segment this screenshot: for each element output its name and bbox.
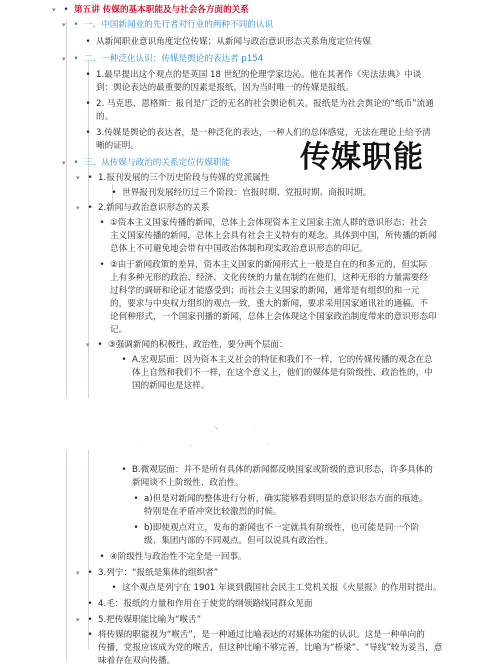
collapse-arrow-icon[interactable]: ▾: [62, 159, 66, 167]
outline-item[interactable]: • a)但是对新闻的整体进行分析，确实能够看到明显的意识形态方面的痕迹。: [133, 494, 428, 504]
bullet-icon: •: [87, 615, 93, 625]
outline-item-continuation: 新闻谈不上阶级性、政治性。: [132, 478, 244, 488]
outline-item[interactable]: • ①资本主义国家传播的新闻，总体上会体现资本主义国家主流人群的意识形态；社会: [99, 218, 428, 228]
outline-item-continuation: 特别是在矛盾冲突比较激烈的时候。: [144, 507, 282, 517]
outline-item[interactable]: ▾ • 三、从传媒与政治的关系定位传媒职能: [62, 158, 231, 168]
bullet-icon: •: [73, 158, 79, 168]
overlay-title-middle: 新闻理论十讲: [66, 411, 301, 455]
outline-item[interactable]: • 4.毛：报纸的力量和作用在于使党的纲领路线同群众见面: [87, 599, 313, 609]
bullet-icon: •: [111, 583, 117, 593]
bullet-icon: •: [87, 630, 93, 640]
outline-item[interactable]: • 3.传媒是舆论的表达者，是一种泛化的表达，一种人们的总体感觉，无法在理论上给予清: [85, 128, 431, 138]
collapse-arrow-icon[interactable]: ▾: [62, 21, 66, 29]
outline-item-continuation: 晰的证明。: [96, 141, 139, 151]
outline-heading[interactable]: ▾ • 第五讲 传媒的基本职能及与社会各方面的关系: [52, 5, 249, 15]
outline-item-continuation: 到：舆论表达的最重要的因素是报纸，因为当时唯一的传媒是报纸。: [96, 83, 354, 93]
outline-item[interactable]: • 1.最早提出这个观点的是英国 18 世纪的伦理学家边沁。他在其著作《宪法法典》中谈: [85, 70, 422, 80]
outline-item[interactable]: ▾ • 5.把传媒职能比喻为“喉舌”: [76, 615, 202, 625]
outline-guide-line: [88, 60, 89, 650]
outline-item[interactable]: • 世界报刊发展经历过三个阶段：官报时期、党报时期、商报时期。: [111, 188, 372, 198]
outline-item[interactable]: • ②由于新闻政策的差异，资本主义国家的新闻形式上一般是自在的和多元的，但实际: [99, 260, 428, 270]
overlay-title-top: 传媒职能: [300, 140, 424, 175]
bullet-icon: •: [87, 173, 93, 183]
outline-item[interactable]: ▾ • 2.新闻与政治意识形态的关系: [76, 203, 210, 213]
collapse-arrow-icon[interactable]: ▾: [62, 55, 66, 63]
bullet-icon: •: [73, 54, 79, 64]
outline-item-continuation: 主义国家传播的新闻，总体上会具有社会主义特有的观念。具体到中国，所传播的新闻: [110, 231, 437, 241]
bullet-icon: •: [85, 37, 91, 47]
bullet-icon: •: [99, 218, 105, 228]
collapse-arrow-icon[interactable]: ▾: [76, 204, 80, 212]
collapse-arrow-icon[interactable]: ▾: [76, 616, 80, 624]
outline-item-continuation: 记。: [110, 325, 128, 335]
collapse-arrow-icon[interactable]: ▾: [52, 6, 56, 14]
outline-item[interactable]: • b)即使观点对立，发布的新闻也不一定就具有阶级性，也可能是同一个阶: [133, 523, 420, 533]
outline-item[interactable]: • B.微观层面：并不是所有具体的新闻都反映国家或阶级的意识形态，许多具体的: [121, 465, 433, 475]
bullet-icon: •: [85, 128, 91, 138]
bullet-icon: •: [99, 260, 105, 270]
collapse-arrow-icon[interactable]: ▾: [86, 341, 90, 349]
outline-item-continuation: 过科学的调研和论证才能感受到；而社会主义国家的新闻，通常是有组织的和一元: [110, 286, 420, 296]
outline-item[interactable]: • 将传媒的职能视为“喉舌”，是一种通过比喻表达的对媒体功能的认识。这是一种单向的: [87, 630, 425, 640]
outline-item-continuation: 味着存在双向传播。: [98, 656, 176, 666]
outline-item-continuation: 国的新闻也是这样。: [132, 381, 210, 391]
outline-item-continuation: 的。: [96, 112, 114, 122]
bullet-icon: •: [63, 5, 69, 15]
collapse-arrow-icon[interactable]: ▾: [76, 569, 80, 577]
bullet-icon: •: [87, 568, 93, 578]
bullet-icon: •: [85, 70, 91, 80]
outline-item[interactable]: ▾ • ③强调新闻的积极性、政治性，要分两个层面：: [86, 340, 288, 350]
bullet-icon: •: [87, 599, 93, 609]
outline-item-continuation: 体上自然和我们不一样，在这个意义上，他们的媒体是有阶级性、政治性的，中: [132, 368, 433, 378]
outline-item-continuation: 的，要求与中央权力组织的观点一致，重大的新闻，要求采用国家通讯社的通稿。不: [110, 299, 428, 309]
outline-item[interactable]: • 从新闻职业意识角度定位传媒；从新闻与政治意识形态关系角度定位传媒: [85, 37, 372, 47]
bullet-icon: •: [121, 355, 127, 365]
outline-item[interactable]: • 2. 马克思、恩格斯：报刊是广泛的无名的社会舆论机关。报纸是为社会舆论的“纸币”流通: [85, 99, 434, 109]
outline-item[interactable]: ▾ • 二、一种泛化认识：传媒是舆论的表达者 p154: [62, 54, 264, 64]
outline-item[interactable]: ▾ • 3.列宁：“报纸是集体的组织者”: [76, 568, 219, 578]
outline-item-continuation: 论何种形式，一个国家刊播的新闻，总体上会体现这个国家政治制度带来的意识形态印: [110, 312, 437, 322]
outline-guide-line: [66, 20, 67, 660]
outline-item[interactable]: • 这个观点是列宁在 1901 年谈到俄国社会民主工党机关报《火星报》的作用时提出。: [111, 583, 442, 593]
outline-item-continuation: 级、集团内部的不同观点。但可以说具有政治性。: [144, 536, 334, 546]
outline-item-continuation: 上有多种无形的政治、经济、文化传统的力量在制约在他们，这种无形的力量需要经: [110, 273, 428, 283]
bullet-icon: •: [97, 340, 103, 350]
bullet-icon: •: [111, 188, 117, 198]
bullet-icon: •: [87, 203, 93, 213]
outline-item[interactable]: • A.宏观层面：因为资本主义社会的特征和我们不一样，它的传媒传播的观念在总: [121, 355, 433, 365]
outline-item[interactable]: ▾ • 1.报刊发展的三个历史阶段与传媒的党派属性: [76, 173, 270, 183]
outline-item-continuation: 传播，党报应该成为党的喉舌，但这种比喻不够完善，比喻为“桥梁”、“导线”较为妥当，意: [98, 643, 443, 653]
collapse-arrow-icon[interactable]: ▾: [76, 174, 80, 182]
bullet-icon: •: [73, 20, 79, 30]
outline-item[interactable]: ▾ • 一、中国新闻业的先行者对行业的两种不同的认识: [62, 20, 274, 30]
bullet-icon: •: [133, 523, 139, 533]
bullet-icon: •: [121, 465, 127, 475]
outline-item-continuation: 总体上不可避免地会带有中国政治体制和现实政治意识形态的印记。: [110, 244, 368, 254]
bullet-icon: •: [133, 494, 139, 504]
bullet-icon: •: [85, 99, 91, 109]
outline-item[interactable]: • ④阶级性与政治性不完全是一回事。: [99, 552, 247, 562]
bullet-icon: •: [99, 552, 105, 562]
